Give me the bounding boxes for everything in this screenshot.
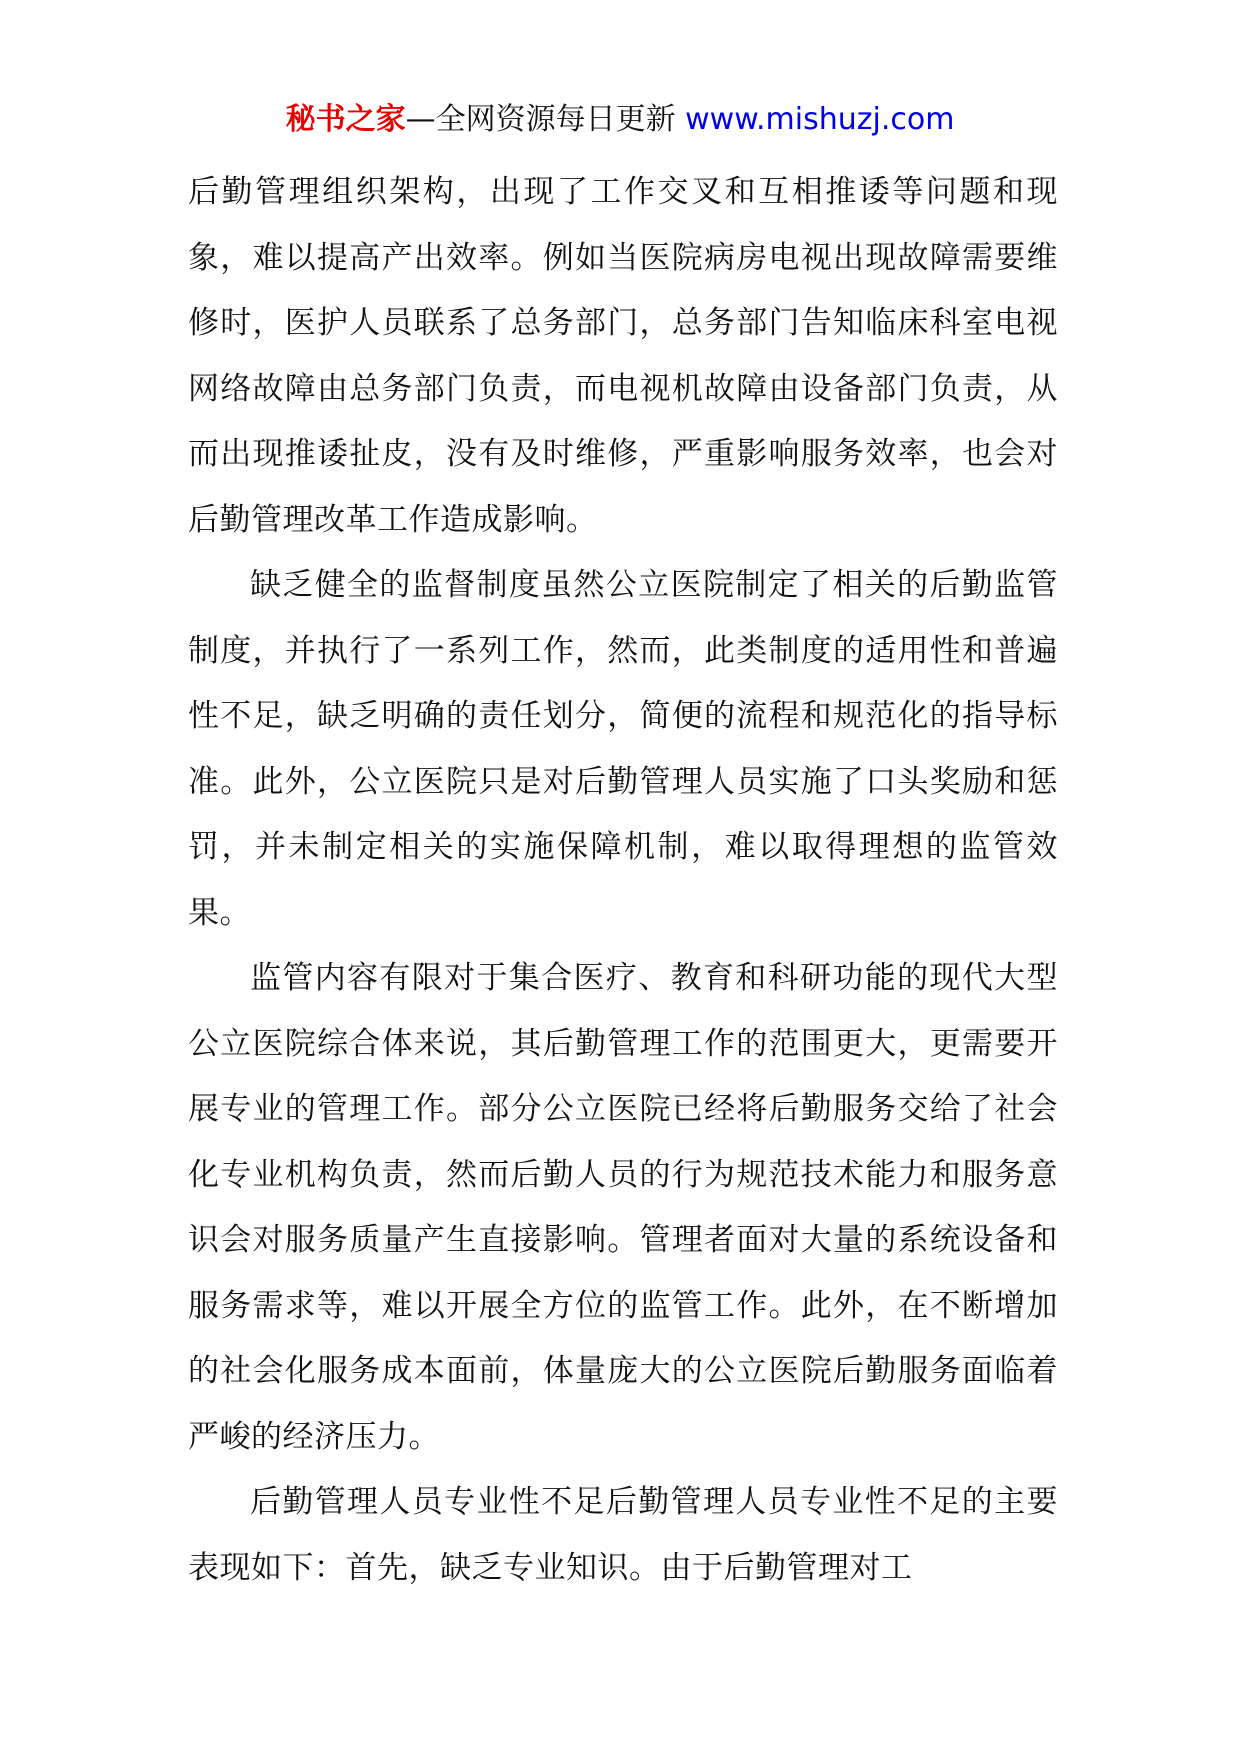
site-tagline: —全网资源每日更新: [405, 102, 676, 137]
document-body: [188, 160, 1058, 1601]
paragraph-supervision-content: 监管内容有限对于集合医疗、教育和科研功能的现代大型公立医院综合体来说，其后勤管理工作的范围更大，更需要开展专业的管理工作。部分公立医院已经将后勤服务交给了社会化专业机构负责，然而后勤人员的行为规范技术能力和服务意识会对服务质量产生直接影响。管理者面对大量的系统设备和服务需求等，难以开展全方位的监管工作。此外，在不断增加的社会化服务成本面前，体量庞大的公立医院后勤服务面临着严峻的经济压力。: [188, 960, 1058, 1455]
paragraph-staff-professionalism: 后勤管理人员专业性不足后勤管理人员专业性不足的主要表现如下：首先，缺乏专业知识。由于后勤管理对工: [188, 1484, 1058, 1586]
site-brand: 秘书之家: [285, 102, 406, 137]
paragraph-supervision-system: 缺乏健全的监督制度虽然公立医院制定了相关的后勤监管制度，并执行了一系列工作，然而，此类制度的适用性和普遍性不足，缺乏明确的责任划分，简便的流程和规范化的指导标准。此外，公立医院只是对后勤管理人员实施了口头奖励和惩罚，并未制定相关的实施保障机制，难以取得理想的监管效果。: [188, 567, 1058, 931]
page-header: [0, 100, 1240, 140]
paragraph-continuation: 后勤管理组织架构，出现了工作交叉和互相推诿等问题和现象，难以提高产出效率。例如当医院病房电视出现故障需要维修时，医护人员联系了总务部门，总务部门告知临床科室电视网络故障由总务部门负责，而电视机故障由设备部门负责，从而出现推诿扯皮，没有及时维修，严重影响服务效率，也会对后勤管理改革工作造成影响。: [188, 174, 1058, 538]
site-url-link[interactable]: www.mishuzj.com: [685, 102, 955, 137]
